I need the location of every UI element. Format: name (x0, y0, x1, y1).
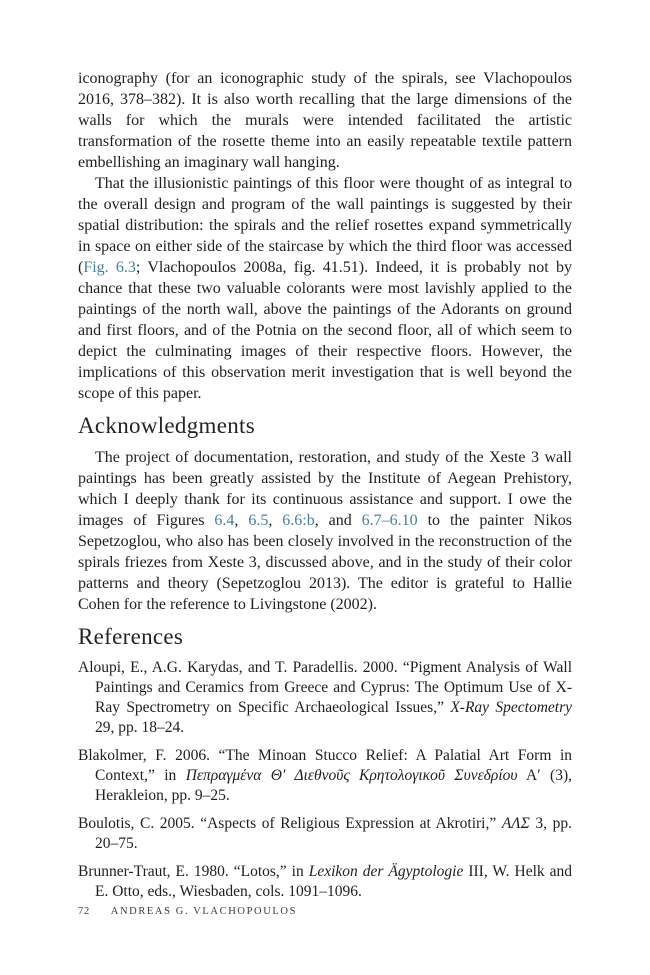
figure-reference-link[interactable]: 6.6:b (282, 512, 315, 529)
text-segment: iconography (for an iconographic study of the spirals, see Vlachopoulos 2016, 378–382). It is also worth recalling that the large dimensions of the walls for which the murals were intended facilitated the artistic transformation of the rosette theme into an easily repeatable textile pattern embellishing an imaginary wall hanging. (78, 70, 572, 171)
page-number: 72 (78, 906, 91, 917)
text-segment: III, W. Helk and E. Otto, eds., Wiesbaden, cols. 1091–1096. (95, 863, 573, 900)
references-list (78, 658, 572, 902)
text-segment: , (268, 512, 283, 529)
figure-reference-link[interactable]: 6.7–6.10 (361, 512, 418, 529)
figure-reference-link[interactable]: 6.4 (214, 512, 235, 529)
figure-reference-link[interactable]: 6.5 (248, 512, 269, 529)
reference-entry-blakolmer (78, 746, 572, 806)
section-heading-references: References (78, 624, 184, 649)
text-segment: 3, pp. 20–75. (95, 815, 572, 852)
text-segment: Α′ (3), Herakleion, pp. 9–25. (95, 767, 572, 804)
text-segment: , (234, 512, 249, 529)
text-segment: Blakolmer, F. 2006. “The Minoan Stucco Relief: A Palatial Art Form in Context,” in (78, 747, 572, 784)
text-segment: ΑΛΣ (501, 815, 530, 832)
text-segment: That the illusionistic paintings of this floor were thought of as integral to the overall design and program of the wall paintings is suggested by their spatial distribution: the spirals and the relief rosettes expand symmetrically in space on either side of the staircase by which the third floor was accessed ( (78, 175, 572, 276)
body-paragraph-1 (78, 68, 572, 173)
text-segment: Boulotis, C. 2005. “Aspects of Religious Expression at Akrotiri,” (78, 815, 502, 832)
text-segment: Brunner-Traut, E. 1980. “Lotos,” in (78, 863, 309, 880)
reference-entry-aloupi (78, 658, 572, 738)
text-segment: 29, pp. 18–24. (95, 719, 185, 736)
text-segment: ; Vlachopoulos 2008a, fig. 41.51). Indeed, it is probably not by chance that these two valuable colorants were most lavishly applied to the paintings of the north wall, above the paintings of the Adorants on ground and first floors, and of the Potnia on the second floor, all of which seem to depict the culminating images of their respective floors. However, the implications of this observation merit investigation that is well beyond the scope of this paper. (78, 259, 572, 402)
section-heading-acknowledgments: Acknowledgments (78, 413, 255, 438)
text-segment: Aloupi, E., A.G. Karydas, and T. Paradellis. 2000. “Pigment Analysis of Wall Paintings and Ceramics from Greece and Cyprus: The Optimum Use of X-Ray Spectrometry on Specific Archaeological Issues,” (78, 659, 572, 716)
reference-entry-boulotis (78, 814, 572, 854)
reference-entry-brunner-traut (78, 862, 572, 902)
text-segment: to the painter Nikos Sepetzoglou, who also has been closely involved in the reconstruction of the spirals friezes from Xeste 3, discussed above, and in the study of their color patterns and theory (Sepetzoglou 2013). The editor is grateful to Hallie Cohen for the reference to Livingstone (2002). (78, 512, 572, 613)
page-content (78, 68, 572, 910)
text-segment: The project of documentation, restoration, and study of the Xeste 3 wall paintings has been greatly assisted by the Institute of Aegean Prehistory, which I deeply thank for its continuous assistance and support. I owe the images of Figures (78, 449, 572, 529)
text-segment: Πεπραγμένα Θ′ Διεθνοῦς Κρητολογικοῦ Συνεδρίου (185, 767, 518, 784)
running-header-author: ANDREAS G. VLACHOPOULOS (110, 906, 298, 917)
page-footer (78, 906, 297, 917)
acknowledgments-paragraph (78, 447, 572, 615)
text-segment: Lexikon der Ägyptologie (308, 863, 464, 880)
text-segment: , and (314, 512, 362, 529)
text-segment: X-Ray Spectometry (450, 699, 572, 716)
body-paragraph-2 (78, 173, 572, 404)
figure-reference-link[interactable]: Fig. 6.3 (83, 259, 136, 276)
